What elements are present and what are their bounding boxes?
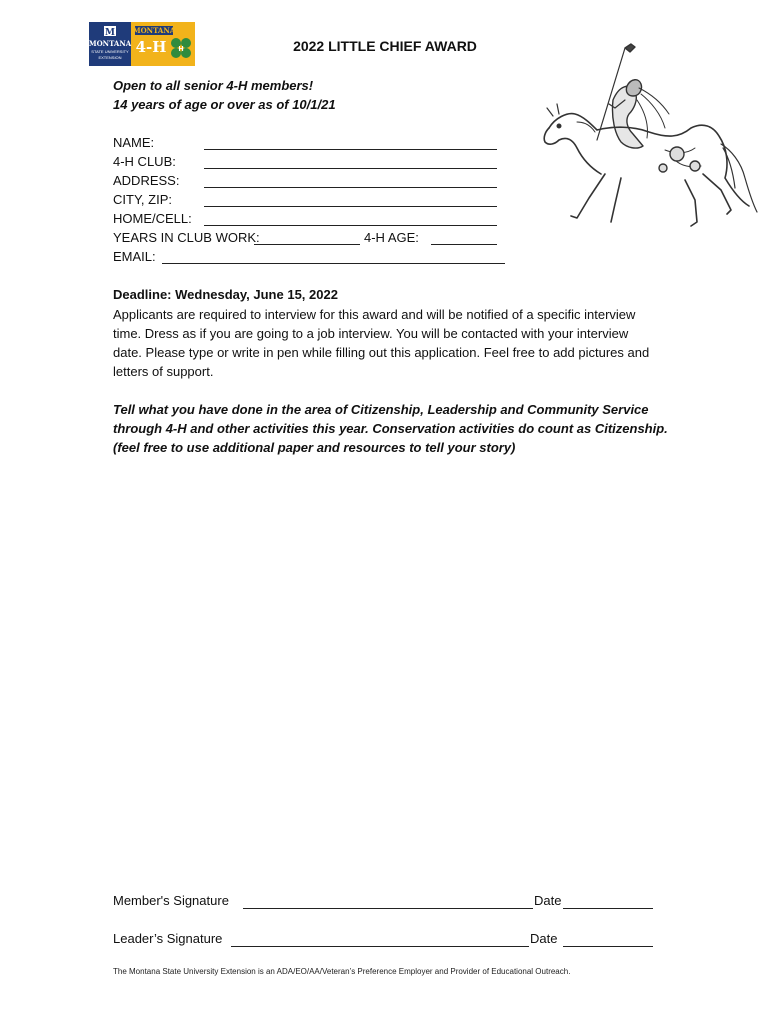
- logo-msu-line3: EXTENSION: [98, 55, 122, 60]
- svg-text:H: H: [178, 46, 184, 53]
- years-label: YEARS IN CLUB WORK:: [113, 230, 260, 245]
- email-field[interactable]: [162, 263, 505, 264]
- email-label: EMAIL:: [113, 249, 156, 264]
- age-field[interactable]: [431, 244, 497, 245]
- name-label: NAME:: [113, 135, 155, 150]
- horse-rider-illustration: [535, 40, 760, 245]
- city-zip-field[interactable]: [204, 206, 497, 207]
- address-label: ADDRESS:: [113, 173, 180, 188]
- essay-prompt: Tell what you have done in the area of Citizenship, Leadership and Community Service through 4-H and other activities this year. Conservation activities do count as Citizenship. (feel free to use additional paper and resources to tell your story): [113, 402, 668, 455]
- deadline: Deadline: Wednesday, June 15, 2022: [113, 287, 338, 302]
- city-zip-label: CITY, ZIP:: [113, 192, 172, 207]
- logo-msu-line1: MONTANA: [89, 39, 132, 48]
- svg-text:M: M: [105, 28, 115, 38]
- intro-line-1: Open to all senior 4-H members!: [113, 78, 314, 93]
- club-label: 4-H CLUB:: [113, 154, 176, 169]
- club-field[interactable]: [204, 168, 497, 169]
- age-label: 4-H AGE:: [364, 230, 419, 245]
- page-title: 2022 LITTLE CHIEF AWARD: [293, 38, 477, 54]
- address-field[interactable]: [204, 187, 497, 188]
- member-date-field[interactable]: [563, 908, 653, 909]
- home-cell-label: HOME/CELL:: [113, 211, 192, 226]
- intro-line-2: 14 years of age or over as of 10/1/21: [113, 97, 336, 112]
- instructions-paragraph: Applicants are required to interview for this award and will be notified of a specific interview time. Dress as if you are going to a job interview. You will be contacted with your interview date. Please type or write in pen while filling out this application. Feel free to add pictures and letters of support.: [113, 307, 650, 379]
- years-field[interactable]: [254, 244, 360, 245]
- member-date-label: Date: [534, 893, 562, 908]
- logo-msu-line2: STATE UNIVERSITY: [91, 49, 129, 54]
- name-field[interactable]: [204, 149, 497, 150]
- member-signature-field[interactable]: [243, 908, 533, 909]
- leader-signature-label: Leader’s Signature: [113, 931, 223, 946]
- home-cell-field[interactable]: [204, 225, 497, 226]
- leader-date-field[interactable]: [563, 946, 653, 947]
- leader-signature-field[interactable]: [231, 946, 529, 947]
- leader-date-label: Date: [530, 931, 558, 946]
- logo-program-line1: MONTANA: [132, 26, 176, 35]
- member-signature-label: Member's Signature: [113, 893, 229, 908]
- footer-disclaimer: The Montana State University Extension is an ADA/EO/AA/Veteran’s Preference Employer and Provider of Educational Outreach.: [113, 967, 571, 976]
- logo-program-line2: 4-H: [135, 38, 167, 56]
- response-area[interactable]: [113, 470, 658, 880]
